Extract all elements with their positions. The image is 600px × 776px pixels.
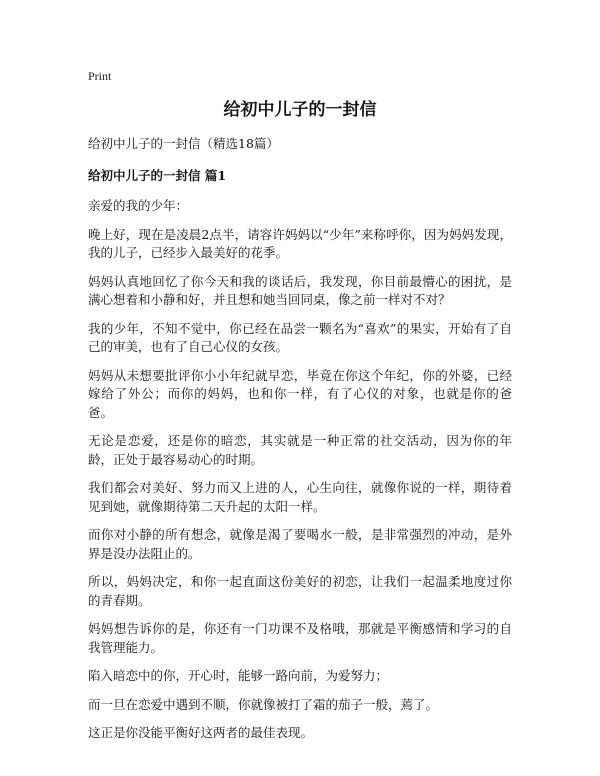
paragraph: 妈妈认真地回忆了你今天和我的谈话后，我发现，你目前最懵心的困扰，是满心想着和小静和好，并且想和她当回同桌，像之前一样对不对？ xyxy=(88,273,512,307)
paragraph: 妈妈从未想要批评你小小年纪就早恋，毕竟在你这个年纪，你的外婆，已经嫁给了外公；而你的妈妈，也和你一样，有了心仪的对象，也就是你的爸爸。 xyxy=(88,367,512,420)
paragraph: 这正是你没能平衡好这两者的最佳表现。 xyxy=(88,725,314,740)
paragraph: 妈妈想告诉你的是，你还有一门功课不及格哦，那就是平衡感情和学习的自我管理能力。 xyxy=(88,621,512,655)
paragraph: 所以，妈妈决定，和你一起直面这份美好的初恋，让我们一起温柔地度过你的青春期。 xyxy=(88,574,512,608)
document-subtitle: 给初中儿子的一封信（精选18篇） xyxy=(88,136,279,151)
document-body xyxy=(88,135,512,743)
paragraph: 我们都会对美好、努力而又上进的人，心生向往，就像你说的一样，期待着见到她，就像期待第二天升起的太阳一样。 xyxy=(88,480,512,514)
print-link[interactable]: Print xyxy=(88,69,112,83)
paragraph: 晚上好，现在是凌晨2点半，请容许妈妈以“少年”来称呼你，因为妈妈发现，我的儿子，已经步入最美好的花季。 xyxy=(88,226,512,260)
paragraph: 陷入暗恋中的你，开心时，能够一路向前，为爱努力； xyxy=(88,668,389,683)
paragraph: 无论是恋爱，还是你的暗恋，其实就是一种正常的社交活动，因为你的年龄，正处于最容易动心的时期。 xyxy=(88,433,512,467)
paragraph: 而你对小静的所有想念，就像是渴了要喝水一般，是非常强烈的冲动，是外界是没办法阻止的。 xyxy=(88,527,512,561)
section-heading: 给初中儿子的一封信 篇1 xyxy=(88,168,227,183)
paragraph: 而一旦在恋爱中遇到不顺，你就像被打了霜的茄子一般，蔫了。 xyxy=(88,696,439,712)
document-title: 给初中儿子的一封信 xyxy=(223,100,377,120)
paragraph-greeting: 亲爱的我的少年： xyxy=(88,198,189,213)
paragraph: 我的少年，不知不觉中，你已经在品尝一颗名为“喜欢”的果实，开始有了自己的审美，也有了自己心仪的女孩。 xyxy=(88,320,512,354)
